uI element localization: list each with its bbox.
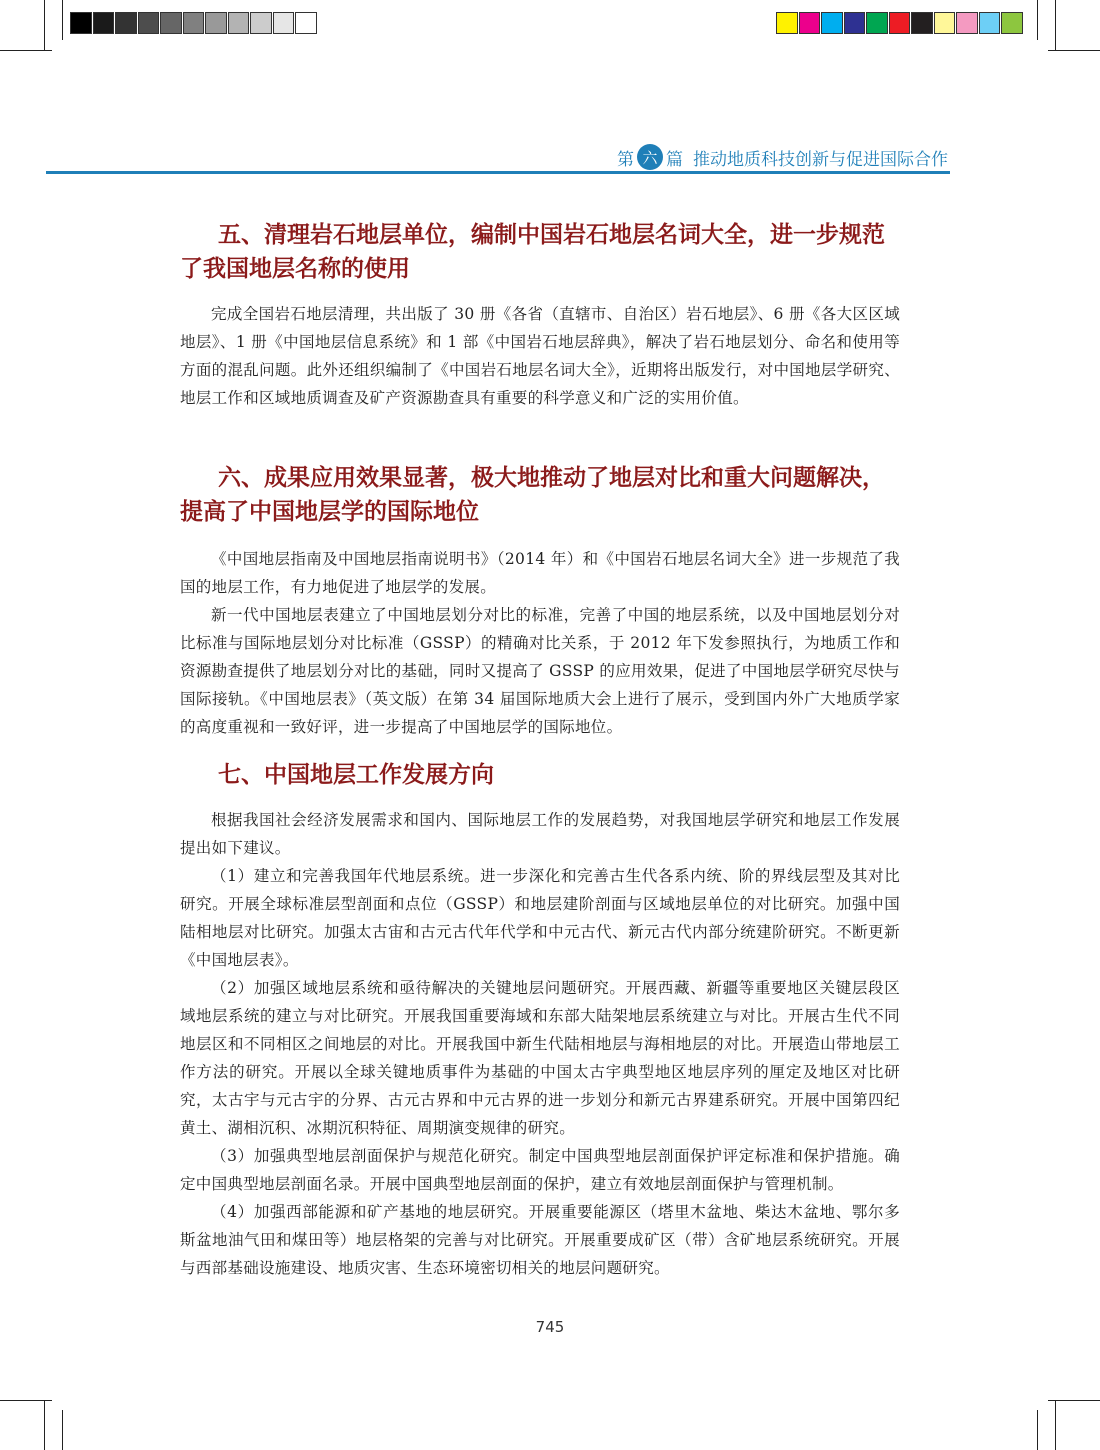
header-suffix: 篇 [666,149,683,170]
section-7 [180,758,900,1282]
calibration-swatch [1001,12,1023,34]
calibration-swatch [160,12,182,34]
calibration-swatch [844,12,866,34]
section-heading [180,218,900,286]
section-heading-line1: 五、清理岩石地层单位，编制中国岩石地层名词大全，进一步规范 [218,222,885,248]
calibration-swatch [776,12,798,34]
crop-mark [0,50,52,51]
calibration-swatch [799,12,821,34]
grayscale-calibration-bar [70,12,318,34]
section-heading-line1: 七、中国地层工作发展方向 [218,762,494,788]
calibration-swatch [228,12,250,34]
running-header [540,144,948,170]
paragraph: （2）加强区域地层系统和亟待解决的关键地层问题研究。开展西藏、新疆等重要地区关键层段区域地层系统的建立与对比研究。开展我国重要海域和东部大陆架地层系统建立与对比。开展古生代不同地层区和不同相区之间地层的对比。开展我国中新生代陆相地层与海相地层的对比。开展造山带地层工作方法的研究。开展以全球关键地质事件为基础的中国太古宇典型地区地层序列的厘定及地区对比研究，太古宇与元古宇的分界、古元古界和中元古界的进一步划分和新元古界建系研究。开展中国第四纪黄土、湖相沉积、冰期沉积特征、周期演变规律的研究。 [180,979,900,1137]
paragraph: 新一代中国地层表建立了中国地层划分对比的标准，完善了中国的地层系统，以及中国地层划分对比标准与国际地层划分对比标准（GSSP）的精确对比关系，于 2012 年下发参照执行，为地质工作和资源勘查提供了地层划分对比的基础，同时又提高了 GSSP 的应用效果，促进了中国地层学研究尽快与国际接轨。《中国地层表》（英文版）在第 34 届国际地质大会上进行了展示，受到国内外广大地质学家的高度重视和一致好评，进一步提高了中国地层学的国际地位。 [180,606,900,736]
section-heading-line1: 六、成果应用效果显著，极大地推动了地层对比和重大问题解决， [218,465,885,491]
section-heading [180,461,900,529]
section-body [180,545,900,741]
calibration-swatch [93,12,115,34]
section-6 [180,461,900,741]
section-body [180,806,900,1282]
calibration-swatch [273,12,295,34]
paragraph: （3）加强典型地层剖面保护与规范化研究。制定中国典型地层剖面保护评定标准和保护措施。确定中国典型地层剖面名录。开展中国典型地层剖面的保护，建立有效地层剖面保护与管理机制。 [180,1147,900,1193]
section-heading [218,758,900,792]
section-5 [180,218,900,412]
section-heading-line2: 提高了中国地层学的国际地位 [180,499,479,525]
calibration-swatch [138,12,160,34]
calibration-swatch [866,12,888,34]
header-prefix: 第 [617,149,634,170]
section-heading-line2: 了我国地层名称的使用 [180,256,410,282]
paragraph: 根据我国社会经济发展需求和国内、国际地层工作的发展趋势，对我国地层学研究和地层工作发展提出如下建议。 [180,811,900,857]
paragraph: 《中国地层指南及中国地层指南说明书》（2014 年）和《中国岩石地层名词大全》进一步规范了我国的地层工作，有力地促进了地层学的发展。 [180,550,900,596]
crop-mark [1055,1400,1056,1450]
calibration-swatch [911,12,933,34]
crop-mark [62,1410,63,1450]
section-body [180,300,900,412]
crop-mark [1037,1410,1038,1450]
crop-mark [1048,50,1100,51]
crop-mark [44,0,45,50]
calibration-swatch [205,12,227,34]
calibration-swatch [889,12,911,34]
paragraph: 完成全国岩石地层清理，共出版了 30 册《各省（直辖市、自治区）岩石地层》、6 册《各大区区域地层》、1 册《中国地层信息系统》和 1 部《中国岩石地层辞典》，解决了岩石地层划分、命名和使用等方面的混乱问题。此外还组织编制了《中国岩石地层名词大全》，近期将出版发行，对中国地层学研究、地层工作和区域地质调查及矿产资源勘查具有重要的科学意义和广泛的实用价值。 [180,305,900,407]
page-number: 745 [535,1318,565,1336]
paragraph: （4）加强西部能源和矿产基地的地层研究。开展重要能源区（塔里木盆地、柴达木盆地、鄂尔多斯盆地油气田和煤田等）地层格架的完善与对比研究。开展重要成矿区（带）含矿地层系统研究。开展与西部基础设施建设、地质灾害、生态环境密切相关的地层问题研究。 [180,1203,900,1277]
crop-mark [44,1400,45,1450]
calibration-swatch [934,12,956,34]
calibration-swatch [821,12,843,34]
calibration-swatch [295,12,317,34]
calibration-swatch [183,12,205,34]
crop-mark [62,0,63,40]
calibration-swatch [70,12,92,34]
calibration-swatch [956,12,978,34]
header-rule [46,171,950,174]
calibration-swatch [115,12,137,34]
crop-mark [1037,0,1038,40]
header-title: 推动地质科技创新与促进国际合作 [693,149,948,170]
paragraph: （1）建立和完善我国年代地层系统。进一步深化和完善古生代各系内统、阶的界线层型及其对比研究。开展全球标准层型剖面和点位（GSSP）和地层建阶剖面与区域地层单位的对比研究。加强中国陆相地层对比研究。加强太古宙和古元古代年代学和中元古代、新元古代内部分统建阶研究。不断更新《中国地层表》。 [180,867,900,969]
calibration-swatch [979,12,1001,34]
crop-mark [1055,0,1056,50]
color-calibration-bar [776,12,1024,34]
calibration-swatch [250,12,272,34]
part-number-badge: 六 [637,144,663,170]
